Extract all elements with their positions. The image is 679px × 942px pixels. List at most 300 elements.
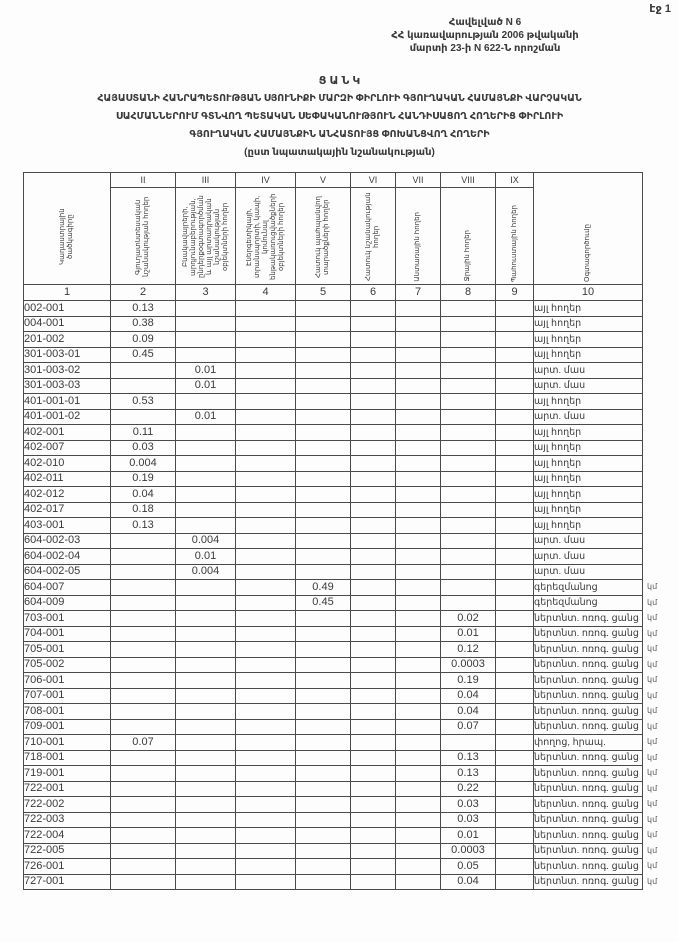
cell-code: 402-017	[24, 502, 111, 518]
cell-special	[351, 502, 396, 518]
table-row	[24, 781, 643, 797]
cell-agricultural: 0.07	[111, 735, 176, 751]
cell-special	[351, 797, 396, 813]
cell-special	[351, 487, 396, 503]
table-row	[24, 719, 643, 735]
cell-energy	[236, 518, 296, 534]
cell-energy	[236, 487, 296, 503]
header-col-7: Անտառային հողեր	[396, 188, 441, 285]
cell-energy	[236, 549, 296, 565]
cell-reserve	[496, 673, 534, 689]
cell-reserve	[496, 874, 534, 890]
cell-forest	[396, 347, 441, 363]
cell-energy	[236, 580, 296, 596]
cell-agricultural	[111, 595, 176, 611]
cell-code: 002-001	[24, 301, 111, 317]
table-row	[24, 394, 643, 410]
cell-special	[351, 518, 396, 534]
table-row	[24, 425, 643, 441]
cell-water	[441, 549, 496, 565]
cell-agricultural	[111, 874, 176, 890]
cell-reserve	[496, 347, 534, 363]
table-row	[24, 626, 643, 642]
cell-usage: ներտնտ. ոռոգ. ցանց	[534, 874, 643, 890]
cell-forest	[396, 874, 441, 890]
roman-header-row	[24, 173, 643, 188]
cell-agricultural	[111, 580, 176, 596]
cell-energy	[236, 673, 296, 689]
cell-settlement	[176, 874, 236, 890]
cell-code: 402-010	[24, 456, 111, 472]
annex-line-1: Հավելված N 6	[448, 17, 522, 28]
cell-energy	[236, 859, 296, 875]
cell-protected	[296, 471, 351, 487]
cell-forest	[396, 316, 441, 332]
cell-energy	[236, 611, 296, 627]
cell-settlement	[176, 781, 236, 797]
cell-reserve	[496, 611, 534, 627]
cell-code: 705-002	[24, 657, 111, 673]
table-row	[24, 595, 643, 611]
cell-protected	[296, 316, 351, 332]
cell-agricultural	[111, 750, 176, 766]
cell-code: 722-004	[24, 828, 111, 844]
cell-forest	[396, 642, 441, 658]
cell-agricultural	[111, 688, 176, 704]
cell-special	[351, 440, 396, 456]
cell-reserve	[496, 363, 534, 379]
cell-usage: ներտնտ. ոռոգ. ցանց	[534, 766, 643, 782]
margin-mark: կմ	[647, 752, 658, 762]
cell-usage: ներտնտ. ոռոգ. ցանց	[534, 812, 643, 828]
cell-reserve	[496, 766, 534, 782]
cell-agricultural	[111, 642, 176, 658]
cell-code: 301-003-02	[24, 363, 111, 379]
cell-settlement: 0.004	[176, 533, 236, 549]
table-row	[24, 611, 643, 627]
colnum-6: 6	[351, 285, 396, 301]
cell-reserve	[496, 487, 534, 503]
cell-agricultural	[111, 673, 176, 689]
cell-forest	[396, 409, 441, 425]
cell-energy	[236, 750, 296, 766]
cell-reserve	[496, 843, 534, 859]
table-row	[24, 347, 643, 363]
cell-protected	[296, 874, 351, 890]
table-row	[24, 812, 643, 828]
cell-agricultural	[111, 719, 176, 735]
margin-mark: կմ	[647, 721, 658, 731]
cell-code: 301-003-01	[24, 347, 111, 363]
cell-settlement	[176, 332, 236, 348]
cell-water: 0.19	[441, 673, 496, 689]
cell-forest	[396, 704, 441, 720]
cell-code: 705-001	[24, 642, 111, 658]
cell-reserve	[496, 719, 534, 735]
cell-usage: ներտնտ. ոռոգ. ցանց	[534, 673, 643, 689]
annex-line-3: մարտի 23-ի N 622-Ն որոշման	[409, 43, 561, 54]
cell-water	[441, 394, 496, 410]
cell-forest	[396, 626, 441, 642]
roman-col-2: II	[111, 173, 176, 188]
cell-energy	[236, 394, 296, 410]
cell-forest	[396, 673, 441, 689]
cell-energy	[236, 766, 296, 782]
cell-code: 401-001-02	[24, 409, 111, 425]
cell-protected	[296, 409, 351, 425]
margin-mark: կմ	[647, 814, 658, 824]
cell-agricultural: 0.13	[111, 301, 176, 317]
roman-col-5: V	[296, 173, 351, 188]
cell-protected	[296, 440, 351, 456]
cell-agricultural	[111, 409, 176, 425]
cell-special	[351, 471, 396, 487]
cell-forest	[396, 719, 441, 735]
table-row	[24, 487, 643, 503]
cell-agricultural	[111, 564, 176, 580]
annex-reference	[340, 16, 630, 55]
cell-special	[351, 611, 396, 627]
cell-forest	[396, 456, 441, 472]
cell-code: 301-003-03	[24, 378, 111, 394]
cell-usage: գերեզմանոց	[534, 595, 643, 611]
cell-settlement	[176, 688, 236, 704]
table-row	[24, 456, 643, 472]
cell-settlement	[176, 471, 236, 487]
cell-protected	[296, 301, 351, 317]
cell-water	[441, 332, 496, 348]
cell-settlement	[176, 812, 236, 828]
cell-settlement	[176, 843, 236, 859]
cell-protected: 0.49	[296, 580, 351, 596]
cell-code: 703-001	[24, 611, 111, 627]
cell-water: 0.03	[441, 797, 496, 813]
colnum-10: 10	[534, 285, 643, 301]
cell-agricultural: 0.13	[111, 518, 176, 534]
cell-settlement	[176, 595, 236, 611]
cell-reserve	[496, 657, 534, 673]
cell-reserve	[496, 456, 534, 472]
cell-water: 0.01	[441, 828, 496, 844]
margin-mark: կմ	[647, 737, 658, 747]
cell-protected	[296, 549, 351, 565]
cell-protected	[296, 812, 351, 828]
cell-usage: այլ հողեր	[534, 425, 643, 441]
cell-code: 726-001	[24, 859, 111, 875]
cell-forest	[396, 363, 441, 379]
margin-mark: կմ	[647, 582, 658, 592]
cell-energy	[236, 642, 296, 658]
cell-settlement: 0.01	[176, 409, 236, 425]
cell-code: 704-001	[24, 626, 111, 642]
cell-usage: ներտնտ. ոռոգ. ցանց	[534, 611, 643, 627]
cell-settlement: 0.004	[176, 564, 236, 580]
cell-code: 722-003	[24, 812, 111, 828]
cell-agricultural	[111, 611, 176, 627]
cell-code: 604-002-03	[24, 533, 111, 549]
margin-mark: կմ	[647, 783, 658, 793]
cell-settlement	[176, 518, 236, 534]
cell-code: 604-009	[24, 595, 111, 611]
cell-reserve	[496, 316, 534, 332]
margin-mark: կմ	[647, 768, 658, 778]
title-line-1: ՀԱՅԱՍՏԱՆԻ ՀԱՆՐԱՊԵՏՈՒԹՅԱՆ ՍՅՈՒՆԻՔԻ ՄԱՐԶԻ ՓԻՐԼՈՒԻ ԳՅՈՒՂԱԿԱՆ ՀԱՄԱՅՆՔԻ ՎԱՐՉԱԿԱՆ	[97, 93, 582, 104]
margin-mark: կմ	[647, 628, 658, 638]
cell-special	[351, 332, 396, 348]
cell-special	[351, 828, 396, 844]
roman-col-6: VI	[351, 173, 396, 188]
cell-usage: այլ հողեր	[534, 456, 643, 472]
table-row	[24, 440, 643, 456]
cell-special	[351, 564, 396, 580]
cell-energy	[236, 828, 296, 844]
margin-mark: կմ	[647, 861, 658, 871]
cell-protected	[296, 347, 351, 363]
cell-settlement	[176, 425, 236, 441]
cell-agricultural	[111, 657, 176, 673]
cell-settlement	[176, 502, 236, 518]
cell-settlement	[176, 797, 236, 813]
header-col-3: Բնակավայրերի, արդյունաբերության, ընդերքօգտագործման և այլ արտադրական նշանակության օբյեկտների հողեր	[176, 188, 236, 285]
cell-reserve	[496, 626, 534, 642]
cell-water: 0.13	[441, 750, 496, 766]
cell-forest	[396, 657, 441, 673]
cell-usage: արտ. մաս	[534, 378, 643, 394]
table-row	[24, 533, 643, 549]
cell-agricultural: 0.53	[111, 394, 176, 410]
table-row	[24, 409, 643, 425]
cell-special	[351, 456, 396, 472]
table-row	[24, 797, 643, 813]
cell-forest	[396, 611, 441, 627]
cell-forest	[396, 580, 441, 596]
table-row	[24, 843, 643, 859]
cell-settlement	[176, 580, 236, 596]
table-row	[24, 704, 643, 720]
cell-energy	[236, 781, 296, 797]
cell-energy	[236, 626, 296, 642]
cell-usage: ներտնտ. ոռոգ. ցանց	[534, 642, 643, 658]
cell-special	[351, 363, 396, 379]
colnum-2: 2	[111, 285, 176, 301]
cell-settlement	[176, 626, 236, 642]
cell-reserve	[496, 735, 534, 751]
cell-water: 0.05	[441, 859, 496, 875]
cell-water: 0.12	[441, 642, 496, 658]
cell-agricultural	[111, 363, 176, 379]
cell-water	[441, 363, 496, 379]
cell-special	[351, 704, 396, 720]
table-row	[24, 502, 643, 518]
cell-code: 707-001	[24, 688, 111, 704]
cell-code: 201-002	[24, 332, 111, 348]
cell-usage: արտ. մաս	[534, 363, 643, 379]
cell-reserve	[496, 533, 534, 549]
cell-usage: ներտնտ. ոռոգ. ցանց	[534, 859, 643, 875]
cell-reserve	[496, 580, 534, 596]
cell-agricultural	[111, 378, 176, 394]
document-heading: Ց Ա Ն Կ	[318, 75, 361, 87]
cell-usage: այլ հողեր	[534, 332, 643, 348]
cell-code: 722-005	[24, 843, 111, 859]
cell-forest	[396, 812, 441, 828]
cell-protected: 0.45	[296, 595, 351, 611]
cell-reserve	[496, 394, 534, 410]
cell-water	[441, 580, 496, 596]
cell-special	[351, 688, 396, 704]
cell-code: 604-002-05	[24, 564, 111, 580]
cell-special	[351, 378, 396, 394]
cell-code: 402-012	[24, 487, 111, 503]
cell-special	[351, 859, 396, 875]
table-row	[24, 332, 643, 348]
cell-protected	[296, 332, 351, 348]
cell-water	[441, 595, 496, 611]
cell-energy	[236, 425, 296, 441]
cell-settlement	[176, 719, 236, 735]
cell-special	[351, 750, 396, 766]
cell-special	[351, 409, 396, 425]
header-col-4: Էներգետիկայի, տրանսպորտի, կապի, կոմունալ ենթակառուցվածքների օբյեկտների հողեր	[236, 188, 296, 285]
cell-usage: ներտնտ. ոռոգ. ցանց	[534, 750, 643, 766]
cell-agricultural	[111, 797, 176, 813]
cell-water: 0.22	[441, 781, 496, 797]
cell-reserve	[496, 409, 534, 425]
cell-water	[441, 518, 496, 534]
cell-settlement: 0.01	[176, 363, 236, 379]
cell-forest	[396, 688, 441, 704]
colnum-5: 5	[296, 285, 351, 301]
cell-usage: այլ հողեր	[534, 394, 643, 410]
cell-protected	[296, 719, 351, 735]
annex-line-2: ՀՀ կառավարության 2006 թվականի	[391, 30, 579, 41]
cell-reserve	[496, 471, 534, 487]
margin-mark: կմ	[647, 613, 658, 623]
cell-energy	[236, 363, 296, 379]
cell-reserve	[496, 812, 534, 828]
cell-special	[351, 657, 396, 673]
cell-usage: այլ հողեր	[534, 347, 643, 363]
colnum-7: 7	[396, 285, 441, 301]
cell-settlement: 0.01	[176, 549, 236, 565]
colnum-4: 4	[236, 285, 296, 301]
cell-energy	[236, 564, 296, 580]
cell-special	[351, 719, 396, 735]
cell-code: 722-002	[24, 797, 111, 813]
title-line-2: ՍԱՀՄԱՆՆԵՐՈՒՄ ԳՏՆՎՈՂ ՊԵՏԱԿԱՆ ՍԵՓԱԿԱՆՈՒԹՅՈՒՆ ՀԱՆԴԻՍԱՑՈՂ ՀՈՂԵՐԻՑ ՓԻՐԼՈՒԻ	[115, 111, 564, 122]
cell-energy	[236, 332, 296, 348]
cell-usage: արտ. մաս	[534, 533, 643, 549]
table-row	[24, 316, 643, 332]
table-row	[24, 750, 643, 766]
cell-protected	[296, 456, 351, 472]
table-row	[24, 564, 643, 580]
cell-protected	[296, 518, 351, 534]
cell-settlement	[176, 301, 236, 317]
header-col-5: Հատուկ պահպանվող տարածքների հողեր	[296, 188, 351, 285]
cell-protected	[296, 797, 351, 813]
cell-agricultural: 0.45	[111, 347, 176, 363]
cell-settlement	[176, 440, 236, 456]
cell-water	[441, 409, 496, 425]
cell-code: 402-011	[24, 471, 111, 487]
cell-reserve	[496, 704, 534, 720]
cell-special	[351, 673, 396, 689]
cell-reserve	[496, 518, 534, 534]
margin-mark: կմ	[647, 876, 658, 886]
cell-energy	[236, 316, 296, 332]
cell-settlement	[176, 316, 236, 332]
cell-reserve	[496, 502, 534, 518]
cell-reserve	[496, 688, 534, 704]
cell-special	[351, 781, 396, 797]
cell-water	[441, 347, 496, 363]
table-row	[24, 673, 643, 689]
cell-agricultural	[111, 704, 176, 720]
land-table	[23, 172, 643, 890]
cell-reserve	[496, 332, 534, 348]
cell-protected	[296, 642, 351, 658]
cell-settlement	[176, 750, 236, 766]
cell-settlement	[176, 766, 236, 782]
table-row	[24, 874, 643, 890]
cell-protected	[296, 564, 351, 580]
cell-protected	[296, 735, 351, 751]
cell-code: 004-001	[24, 316, 111, 332]
cell-protected	[296, 688, 351, 704]
cell-forest	[396, 843, 441, 859]
header-col-1: Կադաստրային ծածկագիրը	[24, 173, 111, 285]
cell-special	[351, 874, 396, 890]
cell-forest	[396, 859, 441, 875]
margin-mark: կմ	[647, 845, 658, 855]
cell-water: 0.02	[441, 611, 496, 627]
colnum-9: 9	[496, 285, 534, 301]
cell-agricultural	[111, 843, 176, 859]
cell-reserve	[496, 378, 534, 394]
cell-special	[351, 595, 396, 611]
cell-settlement	[176, 611, 236, 627]
cell-special	[351, 735, 396, 751]
table-row	[24, 549, 643, 565]
cell-agricultural: 0.18	[111, 502, 176, 518]
cell-water	[441, 440, 496, 456]
table-row	[24, 642, 643, 658]
cell-settlement	[176, 657, 236, 673]
cell-special	[351, 580, 396, 596]
cell-forest	[396, 394, 441, 410]
cell-energy	[236, 657, 296, 673]
cell-agricultural	[111, 859, 176, 875]
cell-energy	[236, 502, 296, 518]
cell-forest	[396, 425, 441, 441]
roman-col-7: VII	[396, 173, 441, 188]
cell-code: 401-001-01	[24, 394, 111, 410]
cell-settlement	[176, 673, 236, 689]
cell-protected	[296, 859, 351, 875]
roman-col-4: IV	[236, 173, 296, 188]
cell-special	[351, 301, 396, 317]
header-col-8: Ջրային հողեր	[441, 188, 496, 285]
cell-settlement	[176, 642, 236, 658]
cell-energy	[236, 378, 296, 394]
cell-forest	[396, 533, 441, 549]
cell-special	[351, 533, 396, 549]
cell-energy	[236, 719, 296, 735]
table-row	[24, 518, 643, 534]
margin-mark: կմ	[647, 659, 658, 669]
cell-water: 0.03	[441, 812, 496, 828]
